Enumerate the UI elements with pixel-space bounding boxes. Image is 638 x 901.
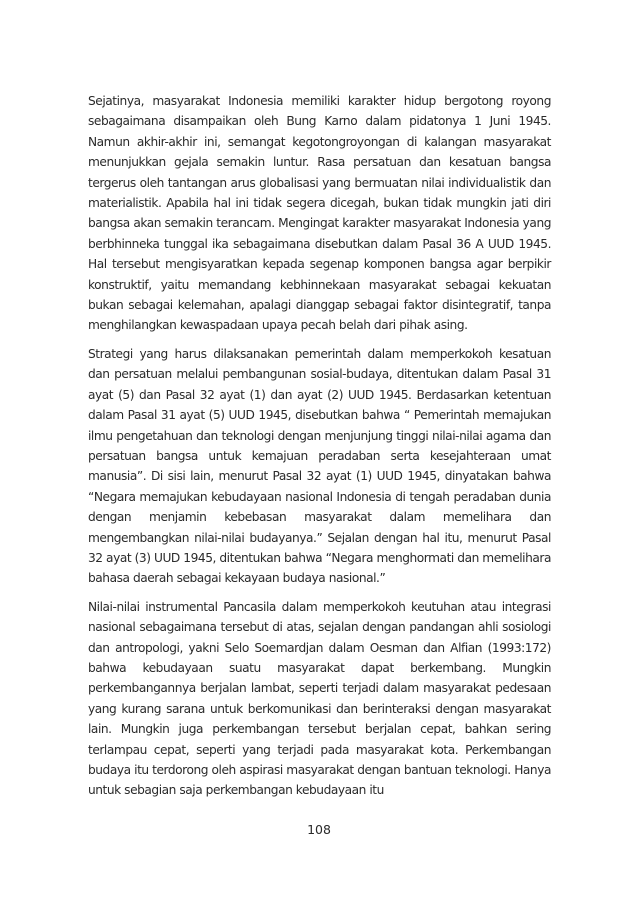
paragraph-nilai-instrumental: Nilai-nilai instrumental Pancasila dalam memperkokoh keutuhan atau integrasi nasional sebagaimana tersebut di atas, sejalan dengan pandangan ahli sosiologi dan antropologi, yakni Selo Soemardjan dalam Oesman dan Alfian (1993:172) bahwa kebudayaan suatu masyarakat dapat berkembang. Mungkin perkembangannya berjalan lambat, seperti terjadi dalam masyarakat pedesaan yang kurang sarana untuk berkomunikasi dan berinteraksi dengan masyarakat lain. Mungkin juga perkembangan tersebut berjalan cepat, bahkan sering terlampau cepat, seperti yang terjadi pada masyarakat kota. Perkembangan budaya itu terdorong oleh aspirasi masyarakat dengan bantuan teknologi. Hanya untuk sebagian saja perkembangan kebudayaan itu [88, 599, 551, 798]
page-number: 108 [307, 822, 331, 837]
body-text [88, 91, 551, 809]
paragraph-strategi: Strategi yang harus dilaksanakan pemerintah dalam memperkokoh kesatuan dan persatuan melalui pembangunan sosial-budaya, ditentukan dalam Pasal 31 ayat (5) dan Pasal 32 ayat (1) dan ayat (2) UUD 1945. Berdasarkan ketentuan dalam Pasal 31 ayat (5) UUD 1945, disebutkan bahwa “ Pemerintah memajukan ilmu pengetahuan dan teknologi dengan menjunjung tinggi nilai-nilai agama dan persatuan bangsa untuk kemajuan peradaban serta kesejahteraan umat manusia”. Di sisi lain, menurut Pasal 32 ayat (1) UUD 1945, dinyatakan bahwa “Negara memajukan kebudayaan nasional Indonesia di tengah peradaban dunia dengan menjamin kebebasan masyarakat dalam memelihara dan mengembangkan nilai-nilai budayanya.” Sejalan dengan hal itu, menurut Pasal 32 ayat (3) UUD 1945, ditentukan bahwa “Negara menghormati dan memelihara bahasa daerah sebagai kekayaan budaya nasional.” [88, 346, 551, 586]
paragraph-gotong-royong: Sejatinya, masyarakat Indonesia memiliki karakter hidup bergotong royong sebagaimana disampaikan oleh Bung Karno dalam pidatonya 1 Juni 1945. Namun akhir-akhir ini, semangat kegotongroyongan di kalangan masyarakat menunjukkan gejala semakin luntur. Rasa persatuan dan kesatuan bangsa tergerus oleh tantangan arus globalisasi yang bermuatan nilai individualistik dan materialistik. Apabila hal ini tidak segera dicegah, bukan tidak mungkin jati diri bangsa akan semakin terancam. Mengingat karakter masyarakat Indonesia yang berbhinneka tunggal ika sebagaimana disebutkan dalam Pasal 36 A UUD 1945. Hal tersebut mengisyaratkan kepada segenap komponen bangsa agar berpikir konstruktif, yaitu memandang kebhinnekaan masyarakat sebagai kekuatan bukan sebagai kelemahan, apalagi dianggap sebagai faktor disintegratif, tanpa menghilangkan kewaspadaan upaya pecah belah dari pihak asing. [88, 94, 551, 333]
